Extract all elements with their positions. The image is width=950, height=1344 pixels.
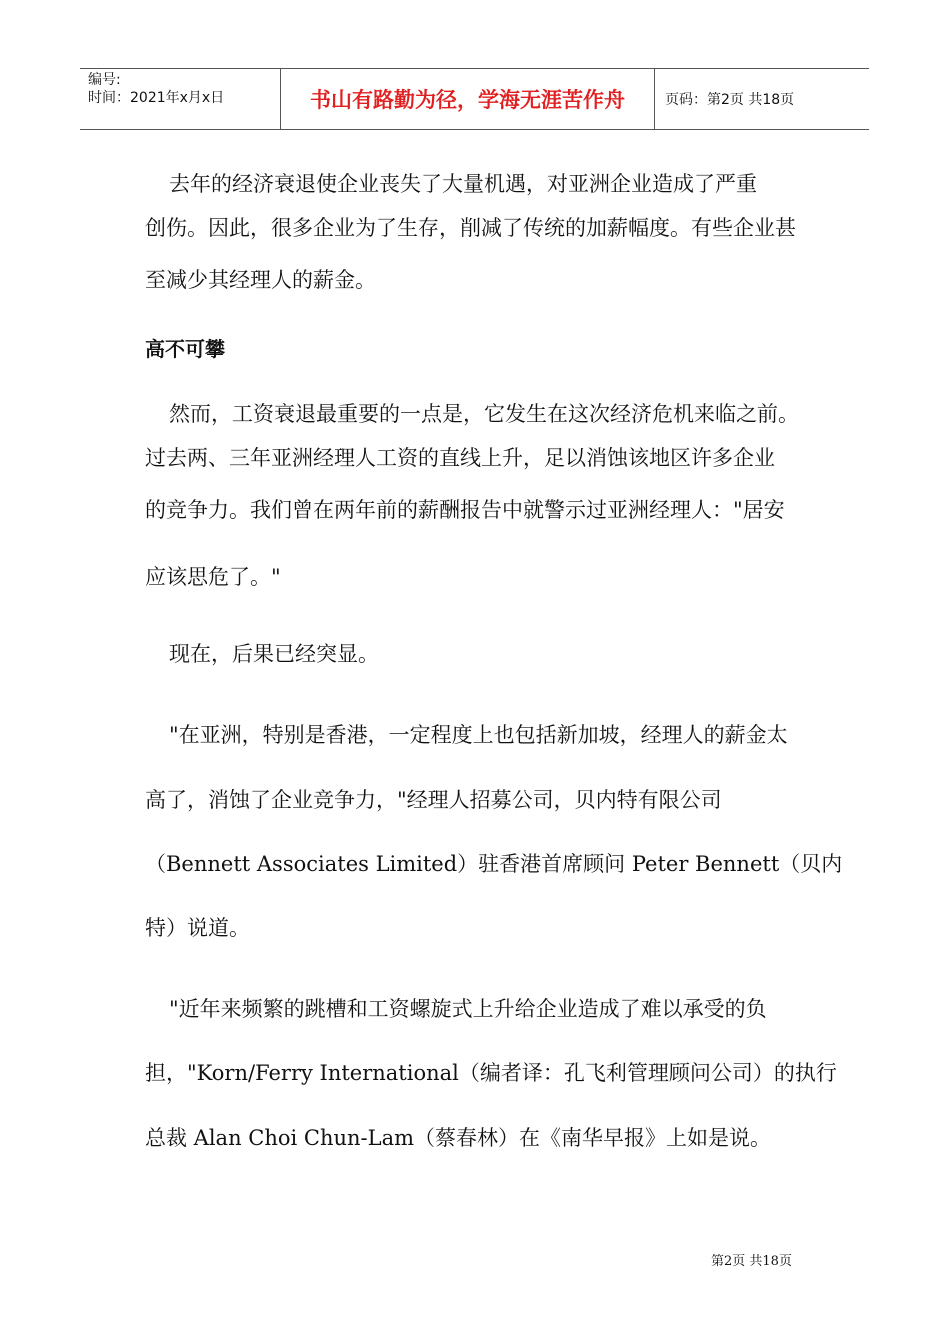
page-info: 页码：第2页 共18页 [665, 92, 795, 108]
paragraph-line: 特）说道。 [145, 916, 250, 940]
paragraph-line: 总裁 Alan Choi Chun-Lam（蔡春林）在《南华早报》上如是说。 [145, 1126, 772, 1150]
paragraph-line: "近年来频繁的跳槽和工资螺旋式上升给企业造成了难以承受的负 [169, 997, 767, 1021]
paragraph-line: 过去两、三年亚洲经理人工资的直线上升，足以消蚀该地区许多企业 [145, 446, 775, 470]
page-footer: 第2页 共18页 [711, 1254, 792, 1269]
time-label: 时间：2021年x月x日 [88, 90, 225, 106]
section-heading: 高不可攀 [145, 337, 225, 361]
paragraph-line: 至减少其经理人的薪金。 [145, 268, 376, 292]
paragraph-line: 创伤。因此，很多企业为了生存，削减了传统的加薪幅度。有些企业甚 [145, 216, 796, 240]
paragraph-line: 高了，消蚀了企业竞争力，"经理人招募公司，贝内特有限公司 [145, 788, 722, 812]
header-meta-cell [80, 69, 281, 129]
header-table [80, 68, 869, 130]
number-label: 编号: [88, 72, 121, 88]
paragraph-line: （Bennett Associates Limited）驻香港首席顾问 Peter Bennett（贝内 [145, 852, 843, 876]
paragraph-line: "在亚洲，特别是香港，一定程度上也包括新加坡，经理人的薪金太 [169, 723, 788, 747]
motto: 书山有路勤为径，学海无涯苦作舟 [281, 69, 655, 129]
paragraph-line: 应该思危了。" [145, 565, 281, 589]
paragraph-line: 然而，工资衰退最重要的一点是，它发生在这次经济危机来临之前。 [169, 402, 799, 426]
paragraph-line: 现在，后果已经突显。 [169, 642, 379, 666]
paragraph-line: 去年的经济衰退使企业丧失了大量机遇，对亚洲企业造成了严重 [169, 172, 757, 196]
paragraph-line: 的竞争力。我们曾在两年前的薪酬报告中就警示过亚洲经理人："居安 [145, 498, 785, 522]
paragraph-line: 担，"Korn/Ferry International（编者译：孔飞利管理顾问公司）的执行 [145, 1061, 837, 1085]
